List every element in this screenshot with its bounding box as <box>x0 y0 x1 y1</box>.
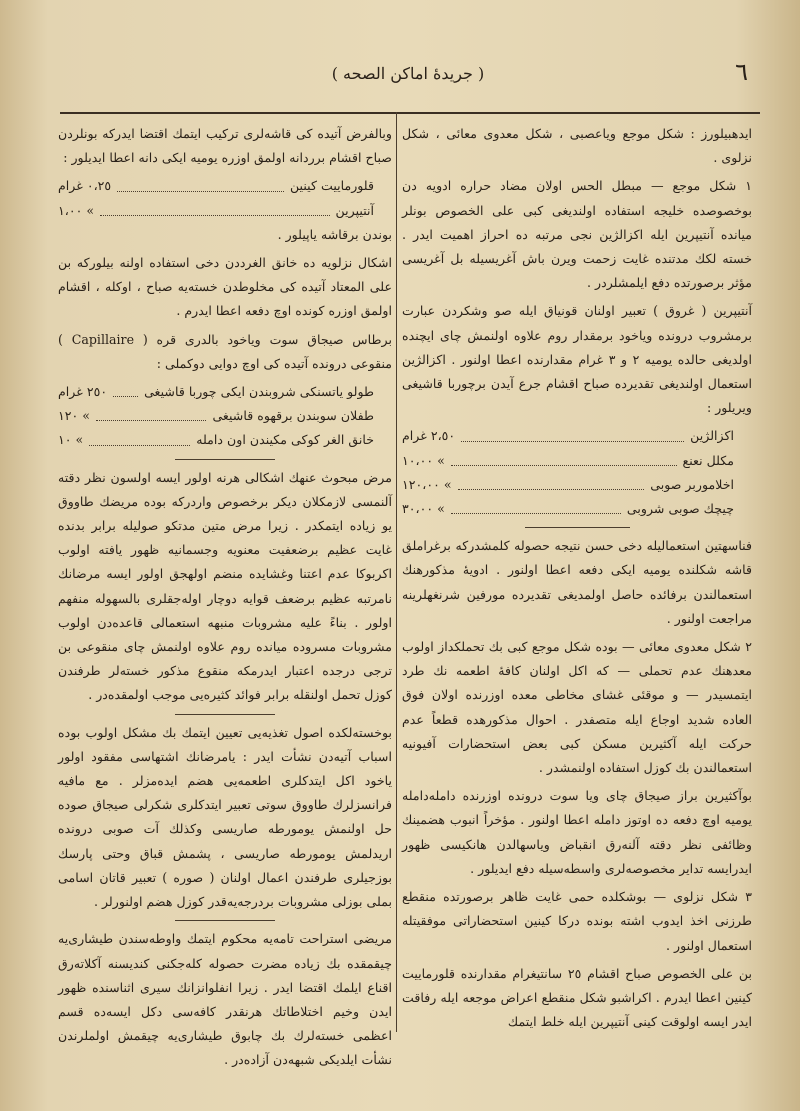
paragraph: برطاس صيجاق سوت وياخود بالدرى قره ( Capillaire ) منقوعى درونده آتيده كى اوچ دوايى دوكملى : <box>58 331 392 371</box>
journal-title: ( جريدهٔ اماكن الصحه ) <box>331 64 485 83</box>
paragraph: بن على الخصوص صباح اقشام ٢٥ سانتيغرام مقدارنده قلورماييت كينين اعطا ايدرم . اكراشبو شكل منقطع اعراض موجعه ايله رفاقت ايدر ايسه اولوقت كينى آنتيپرين ايله خلط ايتمك <box>402 965 752 1030</box>
divider <box>175 714 275 715</box>
right-column <box>402 122 752 1072</box>
dose-line: آنتيپرين ١،٠٠ « <box>58 199 392 223</box>
paragraph: ١ شكل موجع — مبطل الحس اولان مضاد حراره ادويه دن بوخصوصده خليجه استفاده اولنديغى كبى على الخصوص بونلر ميانده آنتيپرين ايله اكزالژين نجى مرتبه ده احراز اهميت ايدر . خسته لكك مدتنده غايت زحمت ويرن باش آغريسيله بل آغريسى مؤثر برصورتده دفع ايلمشلردر . <box>402 178 752 291</box>
paragraph: مرض مبحوث عنهك اشكالى هرنه اولور ايسه اولسون نظر دقته آلنمسى لازمكلان ديكر برخصوص واردركه بوده مريضك طاووق يو زياده ايتمكدر . زيرا مرض متين مدتكو صوليله برابر بدنده غايت عظيم برضعفيت معنويه وجسمانيه ظهور يافته اولوب اكربوكا عدم اعتنا وغشايده منضم اولهجق اولور ايسه مرضانك نامرتبه عظيم برضعف قوايه دوچار اوله‌جقلرى بالسهوله منفهم اولور . بناءً عليه مشروبات منبهه استعمالى قاعده‌دن اولوب مشروبات مسروده ميانده روم علاوه اولنمش چاى منقوعى بن ترجى درجده اعتبار ايدرمكه منقوع مذكور خسته‌لر طرفندن كوزل تحمل اولنقله برابر فوائد كثيره‌يى موجب اولمقده‌در . <box>58 469 392 703</box>
paragraph: فناسهتين استعماليله دخى حسن نتيجه حصوله كلمشدركه برغراملق قاشه شكلنده يوميه ايكى دفعه اعطا اولنور . ادويهٔ مذكورهنك استعمالندن برفائده حاصل اولمديغى تقديرده مورفين شرنغهلرينه مراجعت اولنور . <box>402 538 752 626</box>
left-column <box>58 122 392 1068</box>
dose-line: مكلل نعنع ١٠،٠٠ « <box>402 449 752 473</box>
paragraph: وبالفرض آتيده كى قاشه‌لرى تركيب ايتمك اقتضا ايدركه بونلردن صباح اقشام برردانه اولمق اوزره يوميه ايكى دانه اعطا ايديلور : <box>58 126 392 166</box>
column-divider <box>396 112 397 1032</box>
paragraph: بوآكثيرين براز صيجاق چاى ويا سوت درونده اوزرنده دامله‌دامله يوميه اوچ دفعه ده اوتوز دامله اعطا اولنور . مؤخراً انبوب هضمينك وظائفى نظر دقته آلنه‌رق انقباض وياسهالدن هانكيسى ظهور ايدرايسه تداير مخصوصه‌لرى واسطه‌سيله دفع ايديلور . <box>402 788 752 876</box>
dose-line: قلورماييت كينين ٠،٢٥ غرام <box>58 174 392 198</box>
divider <box>175 920 275 921</box>
dose-line: اكزالژين ٢،٥٠ غرام <box>402 424 752 448</box>
paragraph: ٢ شكل معدوى معائى — بوده شكل موجع كبى بك تحملكداز اولوب معدهنك عدم تحملى — كه اكل اولنان كافهٔ اطعمه نك طرد ايتمسيدر — و موقئى غشاى مخاطى معده اوزرنده اولان فوق العاده شديد اوجاع ايله متصفدر . احوال مذكورهده قطعاً عدم حركت ايله آكثيرين مسكن كبى بعض استحضارات آفيونيه استعمالندن بك كوزل استفاده اولنمشدر . <box>402 639 752 776</box>
paragraph: بوندن برقاشه ياپيلور . <box>277 226 392 242</box>
paragraph: مريضى استراحت تامه‌يه محكوم ايتمك واوطه‌سندن طيشارى‌يه چيقمقده بك زياده مضرت حصوله كله‌جكنى كنديسنه آكلاته‌رق اقناع ايلمك اقتضا ايدر . زيرا انفلوانزانك سيرى اثناسنده ظهور ايدن وخيم اختلاطاتك هرنقدر كافه‌سى دكل ايسه‌ده قسم اعظمى خسته‌لرك بك چابوق طيشارى‌يه چيقمش اولملرندن نشأت ايلديكى شبهه‌دن آزاده‌در . <box>58 931 392 1068</box>
paragraph: ٣ شكل نزلوى — بوشكلده حمى غايت ظاهر برصورتده منقطع طرزنى اخذ ايدوب اشته بونده دركا كينين استحضاراتى موفقيتله استعمال اولنور . <box>402 889 752 953</box>
dose-line: چيچك صوبى شروبى ٣٠،٠٠ « <box>402 497 752 521</box>
paragraph: بوخسته‌لكده اصول تغذيه‌يى تعيين ايتمك بك مشكل اولوب بوده اسباب آتيه‌دن نشأت ايدر : يامرضانك اشتهاسى مفقود اولور ياخود اكل ايتدكلرى اطعمه‌يى هضم ايده‌مزلر . مع مافيه فرانسزلرك طاووق سوتى تعبير ايتدكلرى شكرلى صيجاق صوده حل اولنمش يومورطه صاريسى وكذلك آت صوبى درونده اريدلمش يومورطه صاريسى ، پشمش قباق وحتى پارسك بوزجيلرى طرفندن اعمال اولنان ( صوره ) تعبير قاتان اسامى بملى بوزلى مشروبات بردرجه‌يه‌قدر كوزل هضم اولنورلر . <box>58 724 392 910</box>
dose-line: اخلاموربر صوبى ١٢٠،٠٠ « <box>402 473 752 497</box>
paragraph: ايدهبيلورز : شكل موجع وياعصبى ، شكل معدوى معائى ، شكل نزلوى . <box>402 126 752 166</box>
paragraph: اشكال نزلويه ده خانق الغرددن دخى استفاده اولنه بيلوركه بن على المعتاد آتيده كى مخلوطدن خسته‌يه صباح ، اوكله ، اقشام اولمق اوزره كونده اوچ دفعه اعطا ايدرم . <box>58 255 392 319</box>
paragraph: آنتيپرين ( غروق ) تعبير اولنان قونياق ايله صو وشكردن عبارت برمشروب درونده وياخود برمقدار روم علاوه اولنمش چاى ايچنده اولديغى حالده يوميه ٢ و ٣ غرام مقدارنده اعطا اولنور . اكزالژين استعمال اولنديغى تقديرده صباح اقشام جرع آيدن برچوربا قاشيغى ويريلور : <box>402 303 752 416</box>
page-number: ٦ <box>735 58 748 86</box>
dose-line: طفلان سوبندن برقهوه قاشيغى ١٢٠ « <box>58 404 392 428</box>
header-rule <box>60 112 760 114</box>
dose-line: خانق الغر كوكى مكيندن اون دامله ١٠ « <box>58 428 392 452</box>
divider <box>525 527 630 528</box>
page-header <box>58 58 758 98</box>
dose-line: طولو ياتسنكى شروبندن ايكى چوربا قاشيغى ٢٥٠ غرام <box>58 380 392 404</box>
divider <box>175 459 275 460</box>
